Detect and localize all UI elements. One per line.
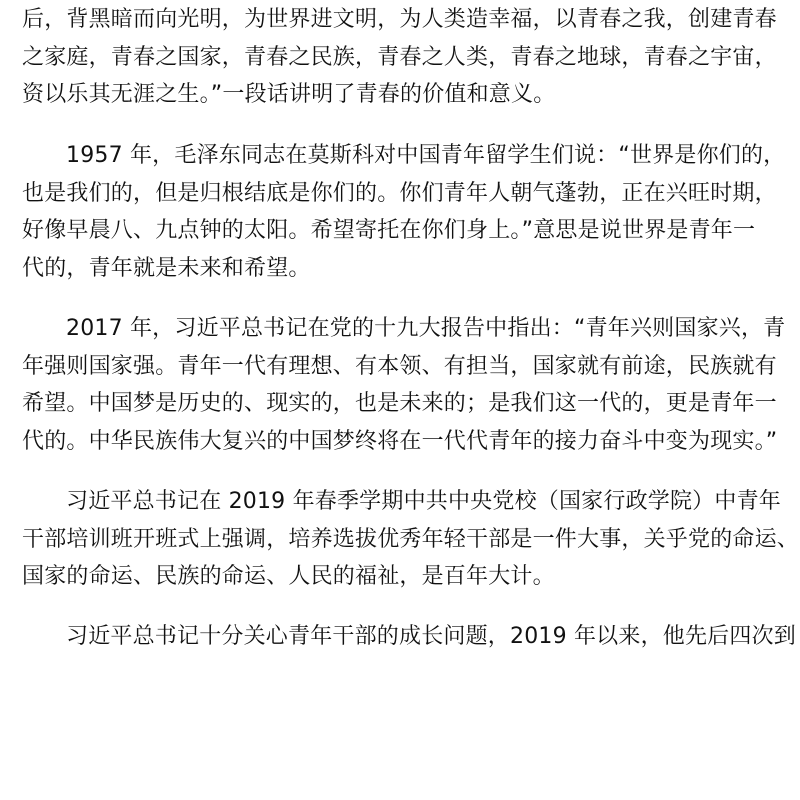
paragraph-line: 之家庭，青春之国家，青春之民族，青春之人类，青春之地球，青春之宇宙， (22, 44, 777, 70)
paragraph-line: 代的。中华民族伟大复兴的中国梦终将在一代代青年的接力奋斗中变为现实。” (22, 428, 778, 454)
paragraph-line: 2017 年，习近平总书记在党的十九大报告中指出：“青年兴则国家兴，青 (66, 316, 786, 341)
paragraph-line: 年强则国家强。青年一代有理想、有本领、有担当，国家就有前途，民族就有 (22, 353, 777, 379)
paragraph-line: 国家的命运、民族的命运、人民的福祉，是百年大计。 (22, 564, 555, 589)
paragraph-line: 习近平总书记十分关心青年干部的成长问题，2019 年以来，他先后四次到 (66, 624, 796, 649)
paragraph-4 (22, 483, 800, 596)
paragraph-line: 好像早晨八、九点钟的太阳。希望寄托在你们身上。”意思是说世界是青年一 (22, 218, 756, 243)
paragraph-line: 干部培训班开班式上强调，培养选拔优秀年轻干部是一件大事，关乎党的命运、 (22, 526, 800, 552)
paragraph-line: 也是我们的，但是归根结底是你们的。你们青年人朝气蓬勃，正在兴旺时期， (22, 180, 777, 206)
paragraph-2 (22, 137, 786, 287)
paragraph-line: 代的，青年就是未来和希望。 (22, 255, 311, 281)
paragraph-line: 1957 年，毛泽东同志在莫斯科对中国青年留学生们说：“世界是你们的， (66, 143, 786, 168)
paragraph-line: 习近平总书记在 2019 年春季学期中共中央党校（国家行政学院）中青年 (66, 489, 781, 514)
paragraph-line: 希望。中国梦是历史的、现实的，也是未来的；是我们这一代的，更是青年一 (22, 391, 777, 416)
paragraph-line: 后，背黑暗而向光明，为世界进文明，为人类造幸福，以青春之我，创建青春 (22, 7, 777, 32)
paragraph-1 (22, 1, 780, 114)
paragraph-3 (22, 310, 786, 460)
paragraph-5 (22, 618, 796, 656)
paragraph-line: 资以乐其无涯之生。”一段话讲明了青春的价值和意义。 (22, 82, 556, 107)
